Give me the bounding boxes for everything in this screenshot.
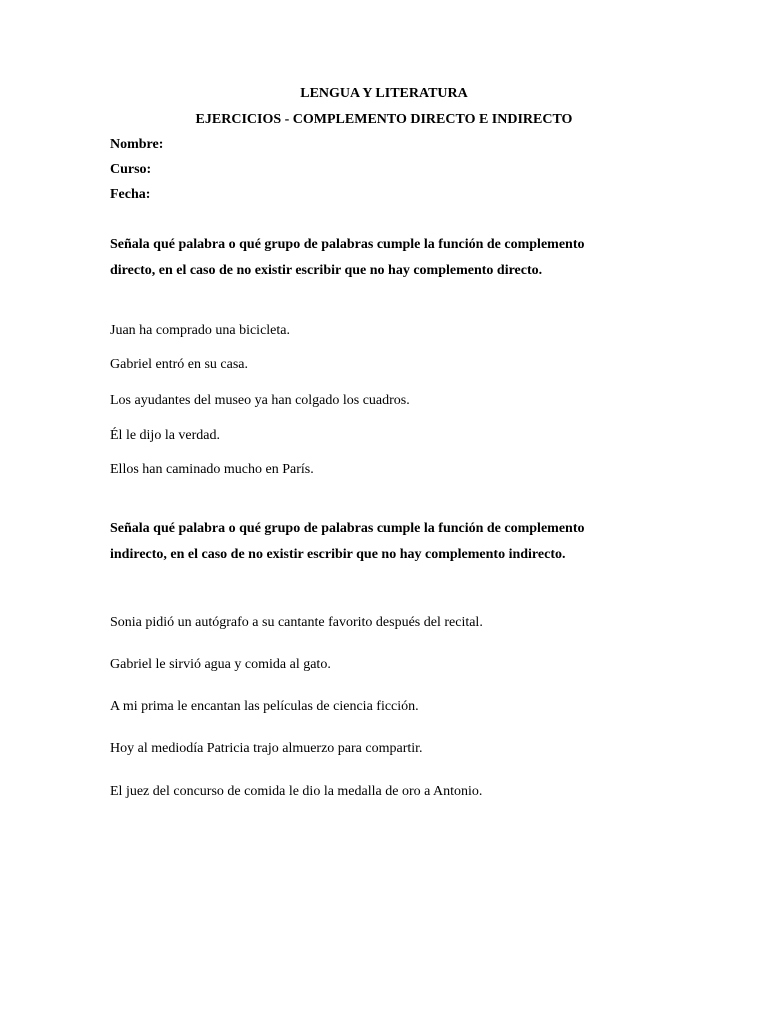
- section1-instruction-line1: Señala qué palabra o qué grupo de palabras cumple la función de complemento: [110, 237, 585, 252]
- section2-instruction-line2: indirecto, en el caso de no existir escribir que no hay complemento indirecto.: [110, 547, 566, 562]
- section1-instruction-line2: directo, en el caso de no existir escribir que no hay complemento directo.: [110, 263, 543, 278]
- date-field-label: Fecha:: [110, 187, 151, 202]
- subject-heading: LENGUA Y LITERATURA: [300, 86, 468, 101]
- section1-sentence: Él le dijo la verdad.: [110, 428, 221, 443]
- name-field-label: Nombre:: [110, 137, 164, 152]
- section2-sentence: El juez del concurso de comida le dio la medalla de oro a Antonio.: [110, 784, 483, 799]
- section2-sentence: A mi prima le encantan las películas de ciencia ficción.: [110, 699, 419, 714]
- section1-sentence: Gabriel entró en su casa.: [110, 357, 248, 372]
- section1-sentence: Los ayudantes del museo ya han colgado los cuadros.: [110, 393, 410, 408]
- course-field-label: Curso:: [110, 162, 152, 177]
- section2-sentence: Sonia pidió un autógrafo a su cantante favorito después del recital.: [110, 615, 483, 630]
- page-title: EJERCICIOS - COMPLEMENTO DIRECTO E INDIRECTO: [195, 112, 573, 127]
- section2-sentence: Hoy al mediodía Patricia trajo almuerzo para compartir.: [110, 741, 423, 756]
- section1-sentence: Juan ha comprado una bicicleta.: [110, 323, 290, 338]
- section2-instruction-line1: Señala qué palabra o qué grupo de palabras cumple la función de complemento: [110, 521, 585, 536]
- section2-sentence: Gabriel le sirvió agua y comida al gato.: [110, 657, 331, 672]
- section1-sentence: Ellos han caminado mucho en París.: [110, 462, 314, 477]
